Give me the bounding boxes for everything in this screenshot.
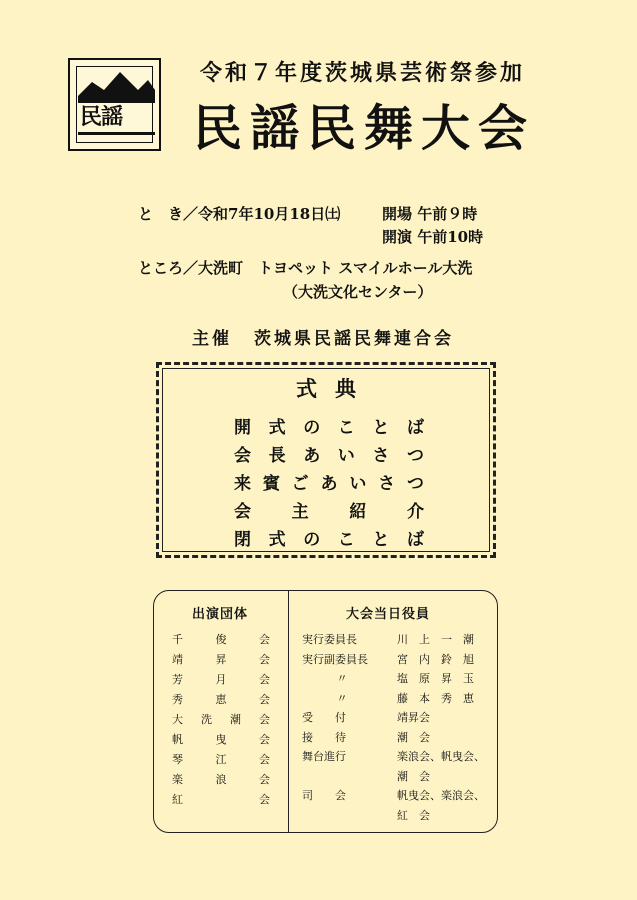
- ceremony-item: [234, 497, 424, 522]
- ceremony-char: と: [372, 530, 390, 550]
- event-subtitle: 令和７年度茨城県芸術祭参加: [200, 60, 526, 86]
- ceremony-char: さ: [378, 474, 396, 494]
- official-name: 川 上 一 潮: [397, 633, 474, 646]
- ceremony-char: つ: [406, 446, 424, 466]
- ceremony-char: の: [303, 530, 321, 550]
- group-item: [172, 691, 270, 707]
- group-item: [172, 731, 270, 747]
- group-char: 浪: [215, 773, 227, 786]
- ceremony-char: の: [303, 418, 321, 438]
- page-title: 民謡民舞大会: [193, 99, 536, 157]
- ceremony-item: [234, 469, 424, 494]
- ceremony-title: 式典: [296, 376, 374, 401]
- place-line: [138, 257, 472, 278]
- group-char: 会: [259, 673, 270, 686]
- groups-heading: 出演団体: [192, 607, 249, 622]
- ceremony-char: と: [372, 418, 390, 438]
- group-char: 月: [215, 673, 227, 686]
- official-role: 接 待: [302, 730, 346, 744]
- group-item: [172, 751, 270, 767]
- group-char: 江: [215, 753, 227, 766]
- official-role: 実行委員長: [302, 633, 357, 646]
- group-char: 潮: [230, 713, 241, 726]
- group-item: [172, 651, 270, 667]
- officials-heading: 大会当日役員: [346, 607, 431, 622]
- official-name: 靖昇会: [397, 711, 430, 724]
- group-char: 会: [259, 713, 270, 726]
- group-char: 恵: [215, 693, 227, 706]
- official-role: 〃: [336, 672, 348, 685]
- ceremony-item: [234, 525, 424, 550]
- group-char: 琴: [172, 753, 183, 766]
- group-item: [172, 771, 270, 787]
- ceremony-char: 閉: [234, 530, 251, 550]
- group-char: 秀: [172, 693, 183, 706]
- official-role: 舞台進行: [302, 750, 346, 763]
- official-name: 塩 原 昇 玉: [397, 672, 474, 685]
- group-char: 靖: [172, 653, 183, 666]
- ceremony-char: 会: [234, 446, 251, 466]
- group-char: 楽: [172, 773, 183, 786]
- start-time: 開演 午前10時: [382, 228, 484, 246]
- ceremony-char: 賓: [262, 474, 280, 494]
- official-name: 潮 会: [397, 769, 430, 783]
- organizer: [192, 324, 454, 349]
- ceremony-char: こ: [337, 530, 355, 550]
- group-char: 洗: [201, 713, 212, 726]
- group-item: [172, 791, 270, 807]
- place-value: 大洗町 トヨペット スマイルホール大洗: [198, 259, 473, 277]
- organizer-label: 主催: [192, 329, 232, 349]
- group-char: 会: [259, 653, 270, 666]
- group-char: 俊: [215, 633, 227, 646]
- group-char: 千: [172, 633, 183, 646]
- ceremony-char: い: [349, 474, 367, 494]
- table-divider: [288, 591, 289, 832]
- place-sub: （大洗文化センター）: [283, 283, 433, 301]
- ceremony-char: ば: [406, 418, 424, 438]
- group-char: 大: [172, 713, 183, 726]
- logo: [68, 58, 161, 151]
- official-role: 受 付: [302, 711, 346, 724]
- ceremony-char: つ: [406, 474, 424, 494]
- ceremony-char: 来: [234, 474, 251, 494]
- ceremony-box: [156, 362, 496, 558]
- ceremony-char: こ: [337, 418, 355, 438]
- group-char: 帆: [172, 733, 183, 746]
- official-name: 帆曳会、楽浪会、: [397, 789, 485, 802]
- group-char: 会: [259, 733, 270, 746]
- group-char: 会: [259, 693, 270, 706]
- group-item: [172, 711, 270, 727]
- group-char: 曳: [215, 733, 227, 746]
- official-role: 実行副委員長: [302, 652, 368, 666]
- ceremony-char: 式: [268, 418, 286, 438]
- group-char: 会: [259, 753, 270, 766]
- ceremony-char: 介: [406, 502, 424, 522]
- ceremony-char: 会: [234, 502, 251, 522]
- ceremony-char: ば: [406, 530, 424, 550]
- group-item: [172, 631, 270, 647]
- official-name: 楽浪会、帆曳会、: [397, 750, 485, 763]
- date-label: と き／: [138, 205, 199, 223]
- date-line: [138, 203, 340, 224]
- ceremony-char: 式: [268, 530, 286, 550]
- ceremony-char: い: [337, 446, 355, 466]
- logo-text: 民謡: [80, 105, 123, 130]
- official-role: 司 会: [302, 789, 346, 802]
- official-name: 藤 本 秀 恵: [397, 691, 474, 705]
- group-char: 会: [259, 773, 270, 786]
- group-char: 会: [259, 633, 270, 646]
- date-value: 令和7年10月18日㈯: [198, 205, 341, 223]
- ceremony-char: あ: [320, 474, 338, 494]
- ceremony-item: [234, 441, 424, 466]
- ceremony-char: さ: [372, 446, 390, 466]
- ceremony-item: [234, 413, 424, 438]
- official-name: 潮 会: [397, 730, 430, 744]
- official-name: 宮 内 鈴 旭: [397, 652, 474, 666]
- program-table: [153, 590, 498, 833]
- ceremony-char: 開: [234, 418, 251, 438]
- group-char: 紅: [172, 793, 183, 806]
- ceremony-char: あ: [303, 446, 321, 466]
- group-char: 昇: [215, 653, 227, 666]
- place-label: ところ／: [138, 259, 199, 277]
- organizer-name: 茨城県民謡民舞連合会: [254, 329, 454, 349]
- official-name: 紅 会: [397, 808, 430, 822]
- official-role: 〃: [336, 691, 348, 705]
- ceremony-char: 長: [268, 446, 286, 466]
- group-char: 芳: [172, 673, 183, 686]
- group-item: [172, 671, 270, 687]
- open-doors-time: 開場 午前９時: [382, 205, 478, 223]
- group-char: 会: [259, 793, 270, 806]
- ceremony-char: 主: [291, 502, 309, 522]
- ceremony-char: ご: [291, 474, 309, 494]
- ceremony-char: 紹: [349, 502, 367, 522]
